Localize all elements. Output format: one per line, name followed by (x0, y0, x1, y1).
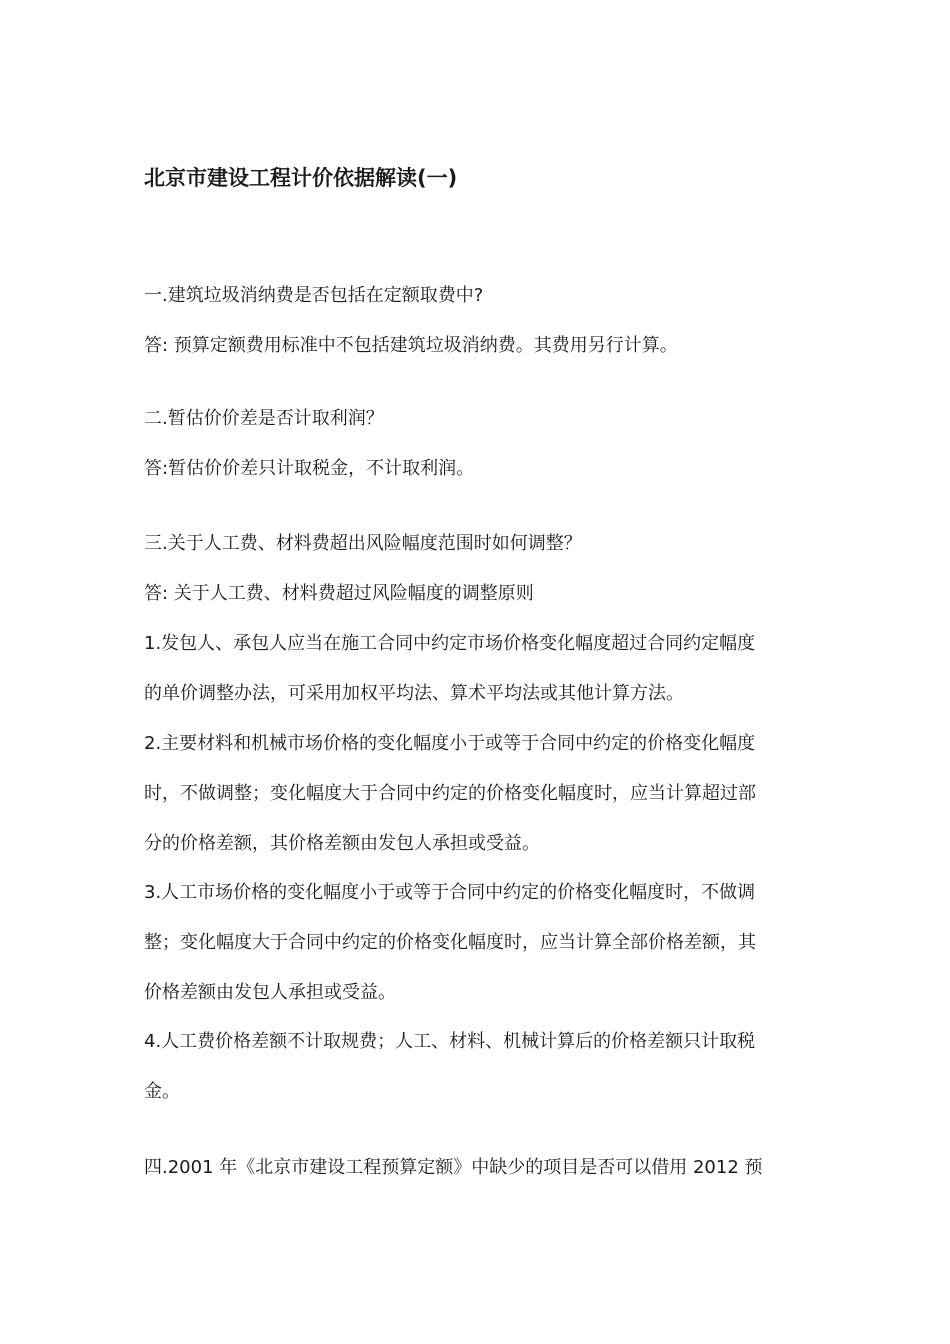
question-1: 一.建筑垃圾消纳费是否包括在定额取费中? (144, 285, 484, 306)
answer-1: 答: 预算定额费用标准中不包括建筑垃圾消纳费。其费用另行计算。 (144, 335, 678, 356)
question-3: 三.关于人工费、材料费超出风险幅度范围时如何调整？ (144, 533, 582, 554)
answer-2: 答:暂估价价差只计取税金，不计取利润。 (144, 458, 475, 479)
question-2: 二.暂估价价差是否计取利润？ (144, 408, 384, 429)
answer-3-line: 的单价调整办法，可采用加权平均法、算术平均法或其他计算方法。 (144, 683, 684, 704)
answer-3-line: 2.主要材料和机械市场价格的变化幅度小于或等于合同中约定的价格变化幅度 (144, 733, 756, 754)
answer-3-line: 分的价格差额，其价格差额由发包人承担或受益。 (144, 833, 540, 854)
answer-3-line: 4.人工费价格差额不计取规费；人工、材料、机械计算后的价格差额只计取税 (144, 1031, 756, 1052)
answer-3-line: 金。 (144, 1081, 180, 1102)
answer-3-line: 时，不做调整；变化幅度大于合同中约定的价格变化幅度时，应当计算超过部 (144, 783, 756, 804)
answer-3-line: 整；变化幅度大于合同中约定的价格变化幅度时，应当计算全部价格差额，其 (144, 932, 756, 953)
answer-3-line: 价格差额由发包人承担或受益。 (144, 982, 396, 1003)
answer-3-line: 1.发包人、承包人应当在施工合同中约定市场价格变化幅度超过合同约定幅度 (144, 633, 756, 654)
question-4: 四.2001 年《北京市建设工程预算定额》中缺少的项目是否可以借用 2012 预 (144, 1157, 763, 1178)
answer-3: 答: 关于人工费、材料费超过风险幅度的调整原则 (144, 583, 534, 604)
document-title: 北京市建设工程计价依据解读(一) (144, 166, 458, 190)
answer-3-line: 3.人工市场价格的变化幅度小于或等于合同中约定的价格变化幅度时，不做调 (144, 882, 756, 903)
